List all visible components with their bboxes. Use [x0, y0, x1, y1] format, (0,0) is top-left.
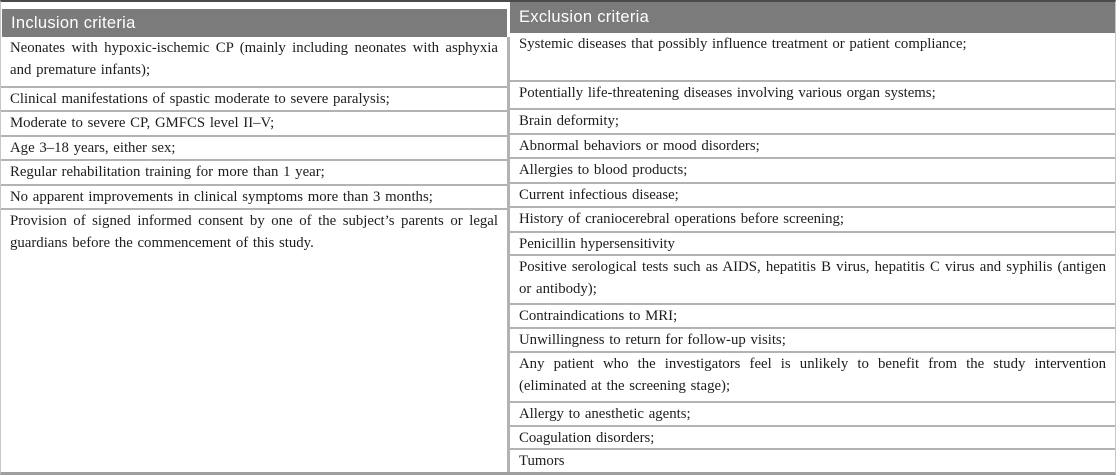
inclusion-criterion-row: Neonates with hypoxic-ischemic CP (mainly including neonates with asphyxia and premature infants); [1, 37, 507, 88]
exclusion-criterion-row: Unwillingness to return for follow-up visits; [510, 329, 1115, 353]
exclusion-rows [510, 33, 1115, 472]
inclusion-criterion-row: No apparent improvements in clinical symptoms more than 3 months; [1, 186, 507, 210]
exclusion-criterion-row: Current infectious disease; [510, 184, 1115, 208]
exclusion-criterion-row: Contraindications to MRI; [510, 305, 1115, 329]
exclusion-criterion-row: Potentially life-threatening diseases involving various organ systems; [510, 82, 1115, 110]
exclusion-header: Exclusion criteria [510, 2, 1115, 33]
exclusion-criterion-row: Coagulation disorders; [510, 427, 1115, 450]
exclusion-criterion-row: Brain deformity; [510, 110, 1115, 135]
exclusion-criterion-row: History of craniocerebral operations before screening; [510, 208, 1115, 233]
inclusion-rows [1, 37, 507, 472]
exclusion-criterion-row: Allergy to anesthetic agents; [510, 403, 1115, 427]
inclusion-criterion-row: Age 3–18 years, either sex; [1, 137, 507, 161]
inclusion-criterion-row: Regular rehabilitation training for more than 1 year; [1, 161, 507, 186]
inclusion-criterion-row: Clinical manifestations of spastic moderate to severe paralysis; [1, 88, 507, 112]
inclusion-column [1, 2, 507, 472]
exclusion-criterion-row: Penicillin hypersensitivity [510, 233, 1115, 256]
exclusion-criterion-row: Any patient who the investigators feel is unlikely to benefit from the study intervention (eliminated at the screening stage); [510, 353, 1115, 403]
exclusion-criterion-row: Systemic diseases that possibly influence treatment or patient compliance; [510, 33, 1115, 82]
inclusion-header: Inclusion criteria [2, 9, 507, 37]
exclusion-criterion-row: Abnormal behaviors or mood disorders; [510, 135, 1115, 159]
exclusion-criterion-row: Tumors [519, 453, 565, 469]
exclusion-criterion-row: Allergies to blood products; [510, 159, 1115, 184]
inclusion-criterion-row: Provision of signed informed consent by one of the subject’s parents or legal guardians before the commencement of this study. [10, 213, 498, 251]
exclusion-criterion-row: Positive serological tests such as AIDS, hepatitis B virus, hepatitis C virus and syphilis (antigen or antibody); [510, 256, 1115, 305]
inclusion-header-top-gap [1, 2, 507, 9]
exclusion-column [510, 2, 1115, 472]
inclusion-criterion-row: Moderate to severe CP, GMFCS level II–V; [1, 112, 507, 137]
